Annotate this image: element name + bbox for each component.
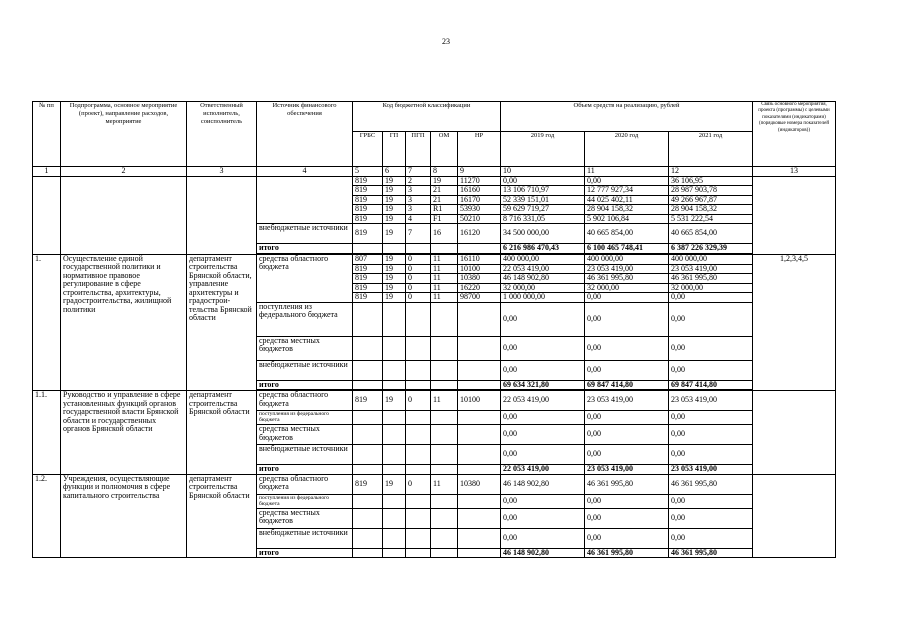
value-2019: 0,00 <box>501 411 585 425</box>
col-number: 10 <box>501 167 585 177</box>
om-cell: 11 <box>431 293 458 303</box>
value-2020: 40 665 854,00 <box>585 224 669 244</box>
np-cell: 10100 <box>458 391 501 411</box>
om-cell: 11 <box>431 391 458 411</box>
value-2021: 0,00 <box>669 293 753 303</box>
total-2019: 46 148 902,80 <box>501 548 585 558</box>
om-cell: 11 <box>431 474 458 494</box>
empty-cell <box>406 380 431 390</box>
source-regional: средства областного бюджета <box>257 391 353 411</box>
empty-cell <box>383 336 406 360</box>
value-2019: 22 053 419,00 <box>501 264 585 274</box>
empty-cell <box>383 380 406 390</box>
section-number: 1. <box>33 254 61 391</box>
total-2020: 46 361 995,80 <box>585 548 669 558</box>
np-cell: 16170 <box>458 195 501 205</box>
value-2021: 0,00 <box>669 508 753 528</box>
pgp-cell: 3 <box>406 195 431 205</box>
value-2020: 0,00 <box>585 360 669 380</box>
cont-link <box>753 176 836 254</box>
value-2021: 49 266 967,87 <box>669 195 753 205</box>
value-2021: 400 000,00 <box>669 254 753 264</box>
header-volume: Объем средств на реализацию, рублей <box>501 102 753 132</box>
empty-cell <box>458 445 501 465</box>
gp-cell: 19 <box>383 186 406 196</box>
value-2020: 0,00 <box>585 176 669 186</box>
value-2019: 0,00 <box>501 528 585 548</box>
empty-cell <box>458 336 501 360</box>
om-cell: F1 <box>431 214 458 224</box>
empty-cell <box>458 528 501 548</box>
np-cell: 16220 <box>458 283 501 293</box>
empty-cell <box>431 508 458 528</box>
total-label: итого <box>257 548 353 558</box>
empty-cell <box>406 411 431 425</box>
empty-cell <box>431 336 458 360</box>
pgp-cell: 2 <box>406 176 431 186</box>
section-name: Осуществление единой государственной политики и нормативное правовое регулирование в сфере строительства, архитектуры, градостроительства, жилищной политики <box>61 254 187 391</box>
empty-cell <box>431 244 458 254</box>
om-cell: 11 <box>431 264 458 274</box>
empty-cell <box>383 445 406 465</box>
empty-cell <box>383 465 406 475</box>
empty-cell <box>383 548 406 558</box>
value-2020: 32 000,00 <box>585 283 669 293</box>
total-label: итого <box>257 465 353 475</box>
source-federal: поступления из федерального бюджета <box>257 411 353 425</box>
pgp-cell: 0 <box>406 283 431 293</box>
source-extra: внебюджетные источники <box>257 445 353 465</box>
value-2021: 23 053 419,00 <box>669 264 753 274</box>
empty-cell <box>458 302 501 336</box>
value-2019: 1 000 000,00 <box>501 293 585 303</box>
om-cell: 11 <box>431 283 458 293</box>
empty-cell <box>353 244 383 254</box>
value-2020: 12 777 927,34 <box>585 186 669 196</box>
section-number: 1.1. <box>33 391 61 475</box>
value-2021: 5 531 222,54 <box>669 214 753 224</box>
value-2019: 13 106 710,97 <box>501 186 585 196</box>
np-cell: 16160 <box>458 186 501 196</box>
om-cell: 11 <box>431 274 458 284</box>
np-cell: 53930 <box>458 205 501 215</box>
empty-cell <box>353 548 383 558</box>
section-number: 1.2. <box>33 474 61 558</box>
grbs-cell: 819 <box>353 214 383 224</box>
empty-cell <box>431 528 458 548</box>
source-regional: средства областного бюджета <box>257 474 353 494</box>
value-2019: 22 053 419,00 <box>501 391 585 411</box>
np-cell: 98700 <box>458 293 501 303</box>
value-2021: 0,00 <box>669 302 753 336</box>
value-2020: 0,00 <box>585 293 669 303</box>
value-2021: 46 361 995,80 <box>669 474 753 494</box>
empty-cell <box>431 360 458 380</box>
value-2019: 8 716 331,05 <box>501 214 585 224</box>
value-2019: 59 629 719,27 <box>501 205 585 215</box>
om-cell: 19 <box>431 176 458 186</box>
value-2019: 0,00 <box>501 302 585 336</box>
value-2020: 46 361 995,80 <box>585 474 669 494</box>
gp-cell: 19 <box>383 214 406 224</box>
gp-cell: 19 <box>383 274 406 284</box>
value-2021: 36 106,95 <box>669 176 753 186</box>
pgp-cell: 0 <box>406 474 431 494</box>
source-local: средства местных бюджетов <box>257 508 353 528</box>
value-2021: 32 000,00 <box>669 283 753 293</box>
column-numbers-row <box>33 167 836 177</box>
value-2019: 0,00 <box>501 494 585 508</box>
table-row <box>33 474 836 494</box>
source-extra: внебюджетные источники <box>257 224 353 244</box>
table-row <box>33 176 836 186</box>
empty-cell <box>383 302 406 336</box>
table-row <box>33 391 836 411</box>
empty-cell <box>383 508 406 528</box>
grbs-cell: 819 <box>353 293 383 303</box>
gp-cell: 19 <box>383 293 406 303</box>
value-2021: 46 361 995,80 <box>669 274 753 284</box>
value-2019: 0,00 <box>501 508 585 528</box>
total-2020: 23 053 419,00 <box>585 465 669 475</box>
cont-responsible <box>187 176 257 254</box>
om-cell: 11 <box>431 254 458 264</box>
empty-cell <box>406 494 431 508</box>
page-number: 23 <box>442 37 450 46</box>
total-label: итого <box>257 380 353 390</box>
empty-cell <box>458 244 501 254</box>
grbs-cell: 819 <box>353 283 383 293</box>
source-federal: поступления из федерального бюджета <box>257 494 353 508</box>
value-2021: 0,00 <box>669 336 753 360</box>
value-2021: 0,00 <box>669 360 753 380</box>
indicator-link <box>753 474 836 558</box>
header-np: НР <box>458 132 501 167</box>
col-number: 2 <box>61 167 187 177</box>
grbs-cell: 807 <box>353 254 383 264</box>
header-row <box>33 102 836 132</box>
col-number: 3 <box>187 167 257 177</box>
grbs-cell: 819 <box>353 274 383 284</box>
header-2019: 2019 год <box>501 132 585 167</box>
col-number: 1 <box>33 167 61 177</box>
source-regional: средства областного бюджета <box>257 254 353 302</box>
value-2020: 0,00 <box>585 425 669 445</box>
empty-cell <box>406 425 431 445</box>
header-responsible: Ответственный исполнитель, соисполнитель <box>187 102 257 167</box>
empty-cell <box>383 411 406 425</box>
empty-cell <box>383 244 406 254</box>
pgp-cell: 7 <box>406 224 431 244</box>
grbs-cell: 819 <box>353 224 383 244</box>
header-subprogram: Подпрограмма, основное мероприятие (проект), направление расходов, мероприятие <box>61 102 187 167</box>
empty-cell <box>406 528 431 548</box>
empty-cell <box>383 494 406 508</box>
gp-cell: 19 <box>383 474 406 494</box>
header-om: ОМ <box>431 132 458 167</box>
empty-cell <box>431 465 458 475</box>
empty-cell <box>353 508 383 528</box>
col-number: 11 <box>585 167 669 177</box>
empty-cell <box>431 425 458 445</box>
empty-cell <box>383 360 406 380</box>
value-2019: 46 148 902,80 <box>501 274 585 284</box>
value-2019: 52 339 151,01 <box>501 195 585 205</box>
section-name: Руководство и управление в сфере установленных функций органов государственной власти Брянской области и государственных органов Брянской области <box>61 391 187 475</box>
empty-cell <box>431 302 458 336</box>
col-number: 9 <box>458 167 501 177</box>
gp-cell: 19 <box>383 205 406 215</box>
gp-cell: 19 <box>383 283 406 293</box>
gp-cell: 19 <box>383 391 406 411</box>
responsible-executor: департамент строительства Брянской области, управление архитектуры и градострои-тельства Брянской области <box>187 254 257 391</box>
value-2020: 0,00 <box>585 336 669 360</box>
pgp-cell: 0 <box>406 254 431 264</box>
value-2020: 0,00 <box>585 494 669 508</box>
total-2019: 6 216 986 470,43 <box>501 244 585 254</box>
empty-cell <box>458 380 501 390</box>
value-2021: 23 053 419,00 <box>669 391 753 411</box>
header-grbs: ГРБС <box>353 132 383 167</box>
total-2021: 23 053 419,00 <box>669 465 753 475</box>
header-2020: 2020 год <box>585 132 669 167</box>
value-2021: 28 987 903,78 <box>669 186 753 196</box>
col-number: 6 <box>383 167 406 177</box>
grbs-cell: 819 <box>353 474 383 494</box>
gp-cell: 19 <box>383 176 406 186</box>
om-cell: 21 <box>431 186 458 196</box>
value-2019: 0,00 <box>501 360 585 380</box>
value-2021: 28 904 158,32 <box>669 205 753 215</box>
np-cell: 11270 <box>458 176 501 186</box>
grbs-cell: 819 <box>353 195 383 205</box>
source-local: средства местных бюджетов <box>257 425 353 445</box>
source-local: средства местных бюджетов <box>257 336 353 360</box>
value-2020: 0,00 <box>585 508 669 528</box>
empty-cell <box>406 465 431 475</box>
empty-cell <box>353 494 383 508</box>
value-2020: 44 025 402,11 <box>585 195 669 205</box>
pgp-cell: 0 <box>406 274 431 284</box>
col-number: 13 <box>753 167 836 177</box>
value-2019: 46 148 902,80 <box>501 474 585 494</box>
col-number: 7 <box>406 167 431 177</box>
pgp-cell: 3 <box>406 205 431 215</box>
cont-source <box>257 176 353 224</box>
value-2020: 0,00 <box>585 528 669 548</box>
empty-cell <box>458 360 501 380</box>
empty-cell <box>406 244 431 254</box>
source-federal: поступления из федерального бюджета <box>257 302 353 336</box>
empty-cell <box>406 508 431 528</box>
empty-cell <box>431 494 458 508</box>
grbs-cell: 819 <box>353 264 383 274</box>
total-2021: 69 847 414,80 <box>669 380 753 390</box>
col-number: 8 <box>431 167 458 177</box>
header-gp: ГП <box>383 132 406 167</box>
value-2021: 0,00 <box>669 494 753 508</box>
section-name: Учреждения, осуществляющие функции и полномочия в сфере капитального строительства <box>61 474 187 558</box>
total-2019: 22 053 419,00 <box>501 465 585 475</box>
value-2021: 0,00 <box>669 425 753 445</box>
empty-cell <box>431 548 458 558</box>
om-cell: R1 <box>431 205 458 215</box>
total-label: итого <box>257 244 353 254</box>
empty-cell <box>406 445 431 465</box>
empty-cell <box>353 302 383 336</box>
value-2020: 46 361 995,80 <box>585 274 669 284</box>
total-2020: 69 847 414,80 <box>585 380 669 390</box>
value-2019: 34 500 000,00 <box>501 224 585 244</box>
value-2021: 40 665 854,00 <box>669 224 753 244</box>
empty-cell <box>406 360 431 380</box>
total-2020: 6 100 465 748,41 <box>585 244 669 254</box>
value-2021: 0,00 <box>669 445 753 465</box>
pgp-cell: 3 <box>406 186 431 196</box>
np-cell: 16110 <box>458 254 501 264</box>
empty-cell <box>458 508 501 528</box>
empty-cell <box>353 465 383 475</box>
empty-cell <box>383 425 406 445</box>
value-2020: 0,00 <box>585 445 669 465</box>
pgp-cell: 4 <box>406 214 431 224</box>
pgp-cell: 0 <box>406 264 431 274</box>
gp-cell: 19 <box>383 254 406 264</box>
empty-cell <box>458 548 501 558</box>
responsible-executor: департамент строительства Брянской области <box>187 391 257 475</box>
cont-num <box>33 176 61 254</box>
total-2021: 6 387 226 329,39 <box>669 244 753 254</box>
value-2020: 5 902 106,84 <box>585 214 669 224</box>
empty-cell <box>431 380 458 390</box>
indicator-link: 1,2,3,4,5 <box>753 254 836 391</box>
empty-cell <box>353 528 383 548</box>
total-2021: 46 361 995,80 <box>669 548 753 558</box>
om-cell: 21 <box>431 195 458 205</box>
cont-name <box>61 176 187 254</box>
gp-cell: 19 <box>383 195 406 205</box>
budget-table-wrapper <box>32 101 836 558</box>
table-row <box>33 254 836 264</box>
value-2021: 0,00 <box>669 411 753 425</box>
total-2019: 69 634 321,80 <box>501 380 585 390</box>
value-2019: 400 000,00 <box>501 254 585 264</box>
source-extra: внебюджетные источники <box>257 360 353 380</box>
np-cell: 10100 <box>458 264 501 274</box>
header-pgp: ПГП <box>406 132 431 167</box>
value-2021: 0,00 <box>669 528 753 548</box>
budget-table <box>32 101 836 558</box>
np-cell: 16120 <box>458 224 501 244</box>
value-2019: 0,00 <box>501 176 585 186</box>
header-budget-code: Код бюджетной классификации <box>353 102 501 132</box>
empty-cell <box>431 411 458 425</box>
np-cell: 50210 <box>458 214 501 224</box>
grbs-cell: 819 <box>353 186 383 196</box>
value-2020: 0,00 <box>585 411 669 425</box>
value-2020: 23 053 419,00 <box>585 264 669 274</box>
grbs-cell: 819 <box>353 205 383 215</box>
responsible-executor: департамент строительства Брянской области <box>187 474 257 558</box>
gp-cell: 19 <box>383 224 406 244</box>
header-num: № пп <box>33 102 61 167</box>
empty-cell <box>353 425 383 445</box>
indicator-link <box>753 391 836 475</box>
pgp-cell: 0 <box>406 293 431 303</box>
header-source: Источник финансового обеспечения <box>257 102 353 167</box>
empty-cell <box>458 425 501 445</box>
empty-cell <box>458 411 501 425</box>
col-number: 4 <box>257 167 353 177</box>
empty-cell <box>353 411 383 425</box>
value-2020: 0,00 <box>585 302 669 336</box>
value-2019: 0,00 <box>501 336 585 360</box>
empty-cell <box>431 445 458 465</box>
empty-cell <box>458 494 501 508</box>
om-cell: 16 <box>431 224 458 244</box>
col-number: 5 <box>353 167 383 177</box>
empty-cell <box>353 445 383 465</box>
np-cell: 10380 <box>458 274 501 284</box>
value-2019: 32 000,00 <box>501 283 585 293</box>
source-extra: внебюджетные источники <box>257 528 353 548</box>
empty-cell <box>353 336 383 360</box>
pgp-cell: 0 <box>406 391 431 411</box>
gp-cell: 19 <box>383 264 406 274</box>
header-2021: 2021 год <box>669 132 753 167</box>
header-link: Связь основного мероприятия, проекта (программы) с целевыми показателями (индикаторами) (порядковые номера показателей (индикаторов)) <box>753 102 836 167</box>
np-cell: 10380 <box>458 474 501 494</box>
value-2020: 28 904 158,32 <box>585 205 669 215</box>
value-2019: 0,00 <box>501 445 585 465</box>
col-number: 12 <box>669 167 753 177</box>
empty-cell <box>406 548 431 558</box>
empty-cell <box>353 380 383 390</box>
value-2020: 23 053 419,00 <box>585 391 669 411</box>
empty-cell <box>406 302 431 336</box>
empty-cell <box>353 360 383 380</box>
grbs-cell: 819 <box>353 176 383 186</box>
empty-cell <box>383 528 406 548</box>
empty-cell <box>458 465 501 475</box>
empty-cell <box>406 336 431 360</box>
value-2020: 400 000,00 <box>585 254 669 264</box>
value-2019: 0,00 <box>501 425 585 445</box>
grbs-cell: 819 <box>353 391 383 411</box>
